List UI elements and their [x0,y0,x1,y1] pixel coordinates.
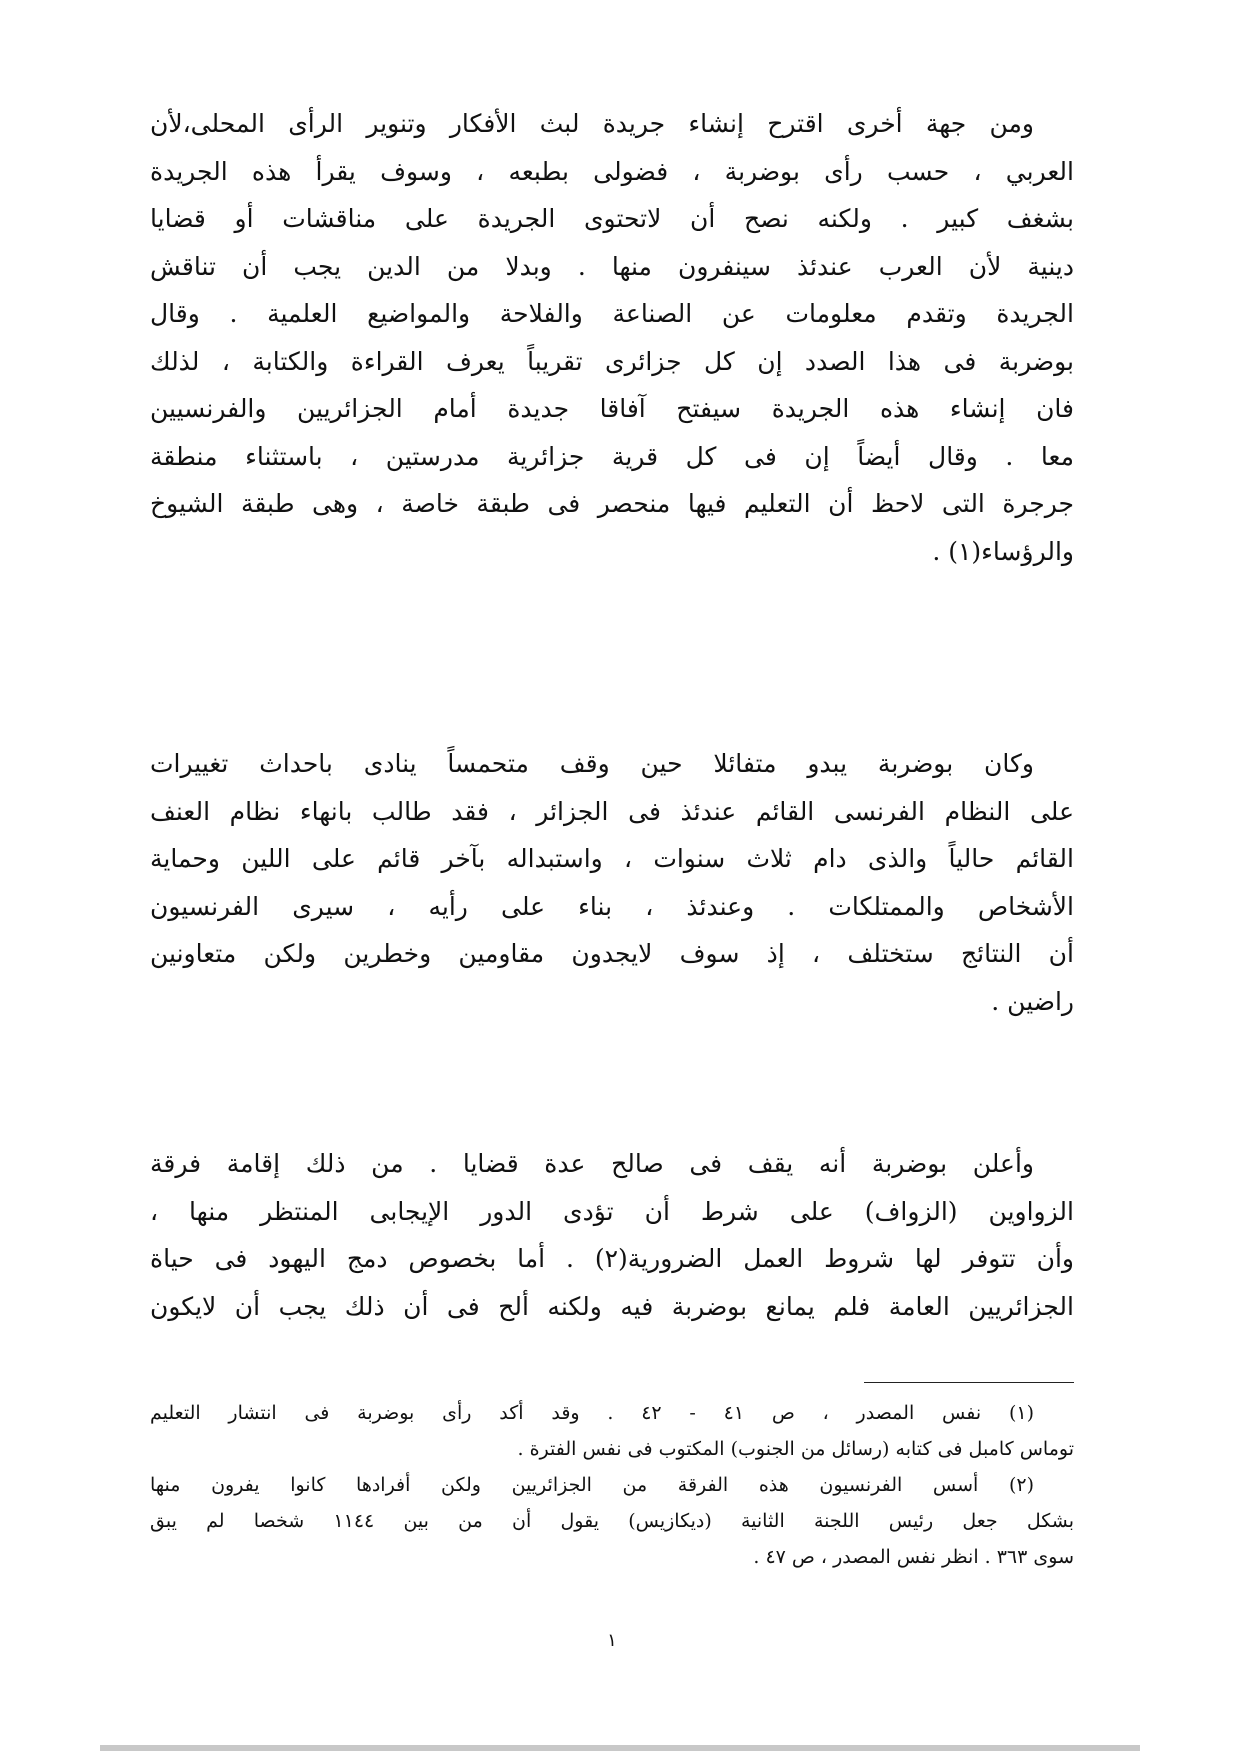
text-line: بوضربة فى هذا الصدد إن كل جزائرى تقريباً يعرف القراءة والكتابة ، لذلك [150,346,1074,376]
text-line: القائم حالياً والذى دام ثلاث سنوات ، واستبداله بآخر قائم على اللين وحماية [150,844,1074,873]
text-line: وأن تتوفر لها شروط العمل الضرورية(٢) . أما بخصوص دمج اليهود فى حياة [150,1244,1074,1273]
page-number: ١ [607,1630,617,1651]
paragraph-2 [150,740,1074,1025]
text-line: بشغف كبير . ولكنه نصح أن لاتحتوى الجريدة على مناقشات أو قضايا [150,204,1074,233]
text-line: ومن جهة أخرى اقترح إنشاء جريدة لبث الأفكار وتنوير الرأى المحلى،لأن [150,109,1034,138]
text-line: أن النتائج ستختلف ، إذ سوف لايجدون مقاومين وخطرين ولكن متعاونين [150,939,1074,968]
footnote-line: سوى ٣٦٣ . انظر نفس المصدر ، ص ٤٧ . [753,1546,1074,1568]
text-line: فان إنشاء هذه الجريدة سيفتح آفاقا جديدة أمام الجزائريين والفرنسيين [150,394,1074,423]
footnote-line: (١) نفس المصدر ، ص ٤١ - ٤٢ . وقد أكد رأى بوضربة فى انتشار التعليم [150,1402,1035,1424]
text-line: على النظام الفرنسى القائم عندئذ فى الجزائر ، فقد طالب بانهاء نظام العنف [150,796,1074,826]
paragraph-3 [150,1140,1074,1330]
text-line: معا . وقال أيضاً إن فى كل قرية جزائرية مدرستين ، باستثناء منطقة [150,441,1074,471]
text-line: راضين . [991,986,1074,1016]
text-line: الجزائريين العامة فلم يمانع بوضربة فيه ولكنه ألح فى أن ذلك يجب أن لايكون [150,1291,1074,1321]
document-page [150,100,1074,1700]
footnote-divider [864,1382,1074,1383]
text-line: دينية لأن العرب عندئذ سينفرون منها . وبدلا من الدين يجب أن تناقش [150,251,1074,281]
text-line: العربي ، حسب رأى بوضربة ، فضولى بطبعه ، وسوف يقرأ هذه الجريدة [150,156,1074,186]
footnotes [150,1395,1074,1575]
page-bottom-border [100,1745,1140,1751]
footnote-line: بشكل جعل رئيس اللجنة الثانية (ديكازيس) يقول أن من بين ١١٤٤ شخصا لم يبق [150,1510,1074,1532]
text-line: الجريدة وتقدم معلومات عن الصناعة والفلاحة والمواضيع العلمية . وقال [150,299,1074,328]
text-line: الزواوين (الزواف) على شرط أن تؤدى الدور الإيجابى المنتظر منها ، [150,1196,1074,1226]
text-line: الأشخاص والممتلكات . وعندئذ ، بناء على رأيه ، سيرى الفرنسيون [150,891,1074,921]
text-line: والرؤساء(١) . [932,536,1074,566]
text-line: وكان بوضربة يبدو متفائلا حين وقف متحمساً ينادى باحداث تغييرات [150,749,1034,778]
footnote-line: توماس كامبل فى كتابه (رسائل من الجنوب) المكتوب فى نفس الفترة . [517,1438,1074,1460]
text-line: وأعلن بوضربة أنه يقف فى صالح عدة قضايا . من ذلك إقامة فرقة [150,1149,1034,1178]
text-line: جرجرة التى لاحظ أن التعليم فيها منحصر فى طبقة خاصة ، وهى طبقة الشيوخ [150,489,1074,518]
footnote-line: (٢) أسس الفرنسيون هذه الفرقة من الجزائريين ولكن أفرادها كانوا يفرون منها [150,1474,1034,1496]
paragraph-1 [150,100,1074,575]
